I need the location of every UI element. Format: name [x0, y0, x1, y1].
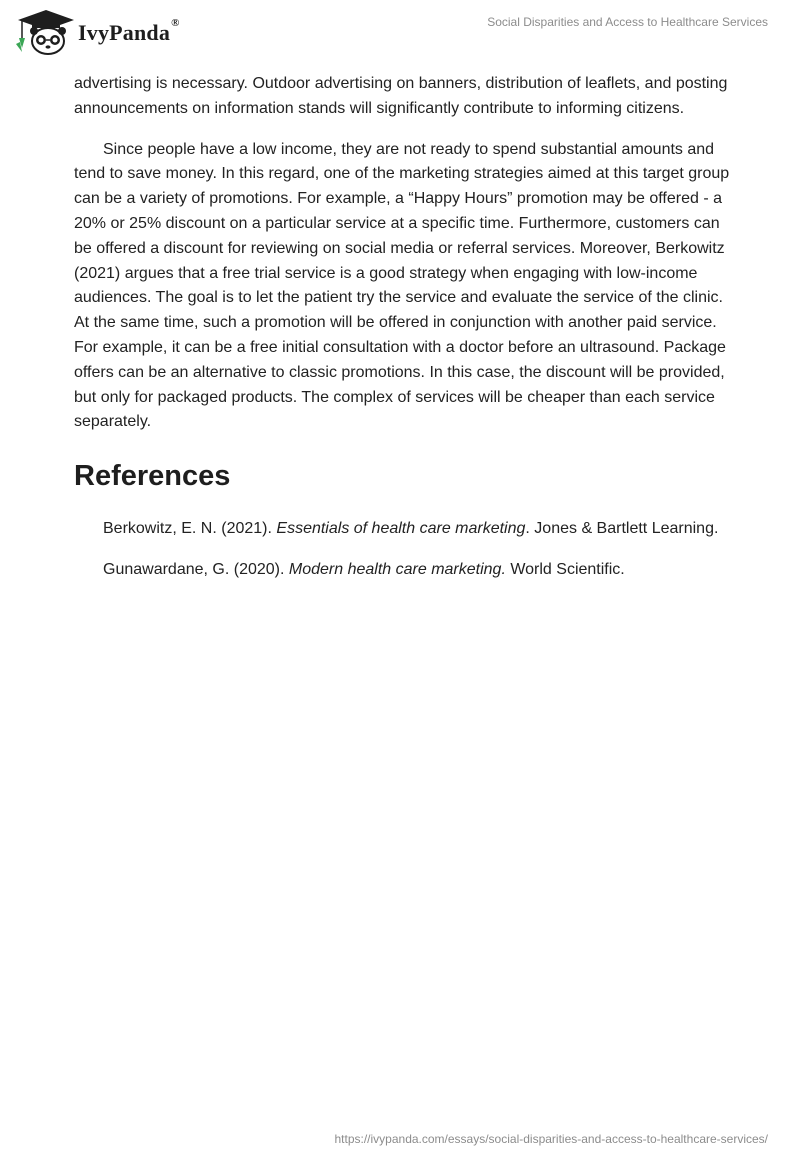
reference-publisher: World Scientific.: [505, 560, 625, 578]
brand-text: IvyPanda: [78, 20, 171, 45]
reference-title: Essentials of health care marketing: [276, 520, 526, 538]
body-paragraph-2: Since people have a low income, they are not ready to spend substantial amounts and tend to save money. In this regard, one of the marketing strategies aimed at this target group can be a variety of promotions. For example, a “Happy Hours” promotion may be offered - a 20% or 25% discount on a particular service at a specific time. Furthermore, customers can be offered a discount for reviewing on social media or referral services. Moreover, Berkowitz (2021) argues that a free trial service is a good strategy when engaging with low-income audiences. The goal is to let the patient try the service and evaluate the service of the clinic. At the same time, such a promotion will be offered in conjunction with another paid service. For example, it can be a free initial consultation with a doctor before an ultrasound. Package offers can be an alternative to classic promotions. In this case, the discount will be provided, but only for packaged products. The complex of services will be cheaper than each service separately.: [74, 140, 730, 431]
brand-name: [78, 17, 180, 46]
reference-publisher: . Jones & Bartlett Learning.: [525, 520, 719, 538]
reference-title: Modern health care marketing.: [288, 560, 506, 578]
reference-author: Gunawardane, G. (2020).: [103, 560, 289, 578]
references-heading: References: [74, 460, 231, 493]
reference-item-1: [74, 517, 730, 542]
document-title: Social Disparities and Access to Healthcare Services: [487, 15, 768, 29]
registered-mark: ®: [171, 17, 180, 29]
source-url[interactable]: https://ivypanda.com/essays/social-disparities-and-access-to-healthcare-services/: [334, 1132, 768, 1146]
panda-graduate-icon: [14, 8, 78, 56]
reference-author: Berkowitz, E. N. (2021).: [103, 520, 277, 538]
page-header: [0, 0, 800, 60]
reference-item-2: [74, 558, 730, 583]
body-paragraph-1: advertising is necessary. Outdoor advertising on banners, distribution of leaflets, and posting announcements on information stands will significantly contribute to informing citizens.: [74, 75, 728, 117]
essay-content: [74, 72, 730, 599]
ivypanda-logo[interactable]: [14, 8, 204, 56]
